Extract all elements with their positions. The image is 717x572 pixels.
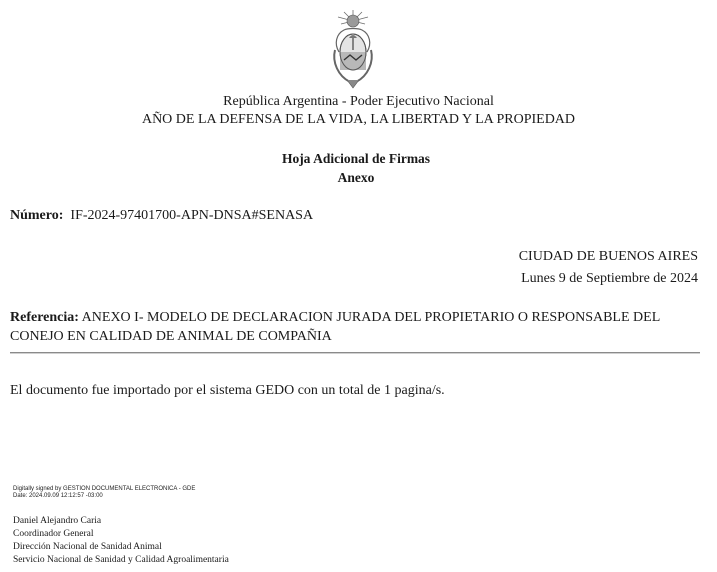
government-header: República Argentina - Poder Ejecutivo Nacional	[223, 94, 494, 109]
body-text: El documento fue importado por el sistema GEDO con un total de 1 pagina/s.	[10, 383, 445, 398]
digital-signature-date: Date: 2024.09.09 12:12:57 -03:00	[13, 493, 103, 499]
digital-signature-signed-by: Digitally signed by GESTION DOCUMENTAL ELECTRONICA - GDE	[13, 486, 196, 492]
separator-line	[10, 352, 700, 354]
signer-office: Dirección Nacional de Sanidad Animal	[13, 542, 162, 552]
document-date: Lunes 9 de Septiembre de 2024	[521, 271, 698, 286]
reference-text: ANEXO I- MODELO DE DECLARACION JURADA DEL PROPIETARIO O RESPONSABLE DEL CONEJO EN CALIDAD DE ANIMAL DE COMPAÑIA	[10, 310, 660, 344]
reference	[10, 308, 702, 346]
signer-role: Coordinador General	[13, 529, 94, 539]
document-number-value: IF-2024-97401700-APN-DNSA#SENASA	[70, 208, 314, 223]
document-subtitle: Anexo	[337, 170, 375, 185]
coat-of-arms-icon	[330, 10, 376, 90]
year-motto: AÑO DE LA DEFENSA DE LA VIDA, LA LIBERTAD Y LA PROPIEDAD	[141, 112, 576, 127]
document-number-label: Número:	[10, 208, 64, 223]
signer-name: Daniel Alejandro Caria	[13, 516, 102, 526]
reference-label: Referencia:	[10, 310, 79, 325]
signer-block	[13, 515, 229, 567]
document-title: Hoja Adicional de Firmas	[281, 151, 431, 166]
signer-agency: Servicio Nacional de Sanidad y Calidad Agroalimentaria	[13, 555, 229, 565]
location-city: CIUDAD DE BUENOS AIRES	[518, 249, 698, 264]
document-number	[10, 207, 313, 225]
digital-signature-stamp	[13, 486, 195, 500]
